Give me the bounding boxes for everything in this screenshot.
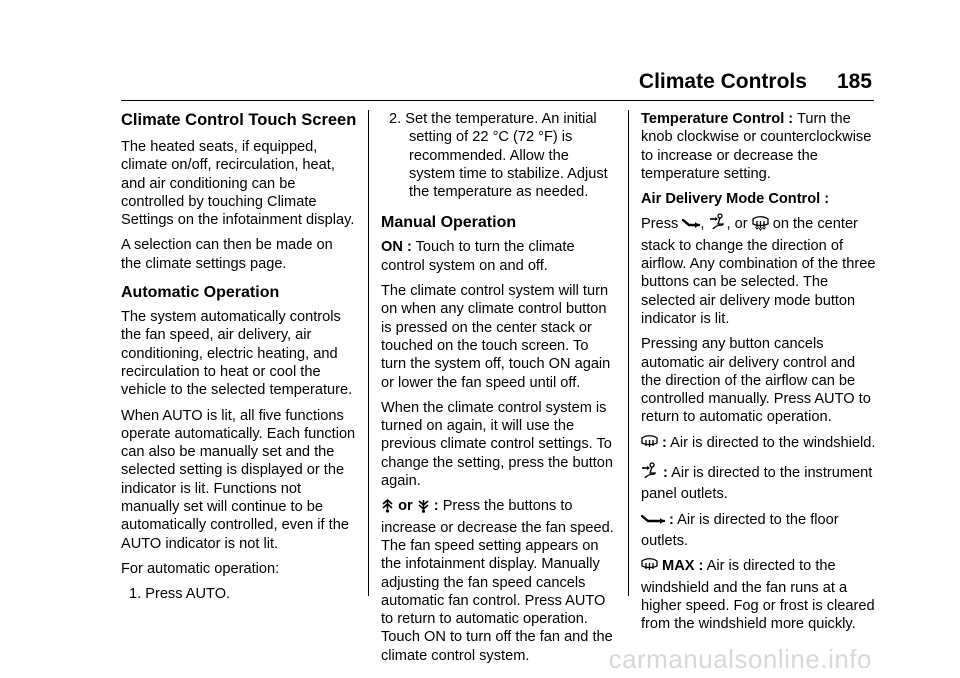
paragraph: When AUTO is lit, all five functions operate automatically. Each function can also be manually set and the selected setting is displayed or the indicator is lit. Functions not manually set will continue to be automatically controlled, even if the AUTO indicator is not lit. bbox=[121, 407, 356, 552]
column-divider-2 bbox=[628, 110, 629, 596]
fan-text: Press the buttons to increase or decrease the fan speed. The fan speed setting appears on the infotainment display. Manually adjusting the fan speed cancels automatic fan control. Press AUTO to return to automatic operation. Touch ON to turn off the fan and the climate control system. bbox=[381, 498, 614, 664]
windshield-text: Air is directed to the windshield. bbox=[666, 434, 876, 451]
on-label: ON : bbox=[381, 239, 412, 256]
air-delivery-label: Air Delivery Mode Control : bbox=[641, 191, 830, 208]
fan-paragraph bbox=[381, 497, 617, 665]
automatic-operation-heading: Automatic Operation bbox=[121, 284, 280, 302]
air-delivery-paragraph bbox=[641, 213, 877, 328]
panel-vent-icon bbox=[641, 462, 659, 485]
comma-or: , or bbox=[726, 216, 748, 233]
section-title: Climate Controls bbox=[638, 70, 807, 93]
page-number: 185 bbox=[836, 70, 872, 93]
temperature-label: Temperature Control : bbox=[641, 111, 794, 127]
defrost-icon bbox=[752, 216, 769, 236]
column-3 bbox=[641, 110, 877, 640]
paragraph: The climate control system will turn on when any climate control button is pressed on the center stack or touched on the touch screen. To turn the system off, touch ON again or lower the fan speed until off. bbox=[381, 283, 611, 391]
windshield-colon: : bbox=[658, 434, 667, 451]
paragraph: Pressing any button cancels automatic air delivery control and the direction of the airflow can be controlled manually. Press AUTO to return to automatic operation. bbox=[641, 336, 871, 426]
defrost-icon bbox=[641, 558, 658, 578]
paragraph: When the climate control system is turned on again, it will use the previous climate control settings. To change the setting, press the button again. bbox=[381, 399, 614, 490]
air-delivery-text: center stack to change the direction of airflow. Any combination of the three buttons can be selected. The selected air delivery mode button indicator is lit. bbox=[641, 216, 876, 327]
column-1 bbox=[121, 110, 357, 604]
on-text: Touch to turn the climate control system on and off. bbox=[381, 239, 575, 274]
windshield-paragraph bbox=[641, 434, 877, 455]
touch-screen-heading: Climate Control Touch Screen bbox=[121, 111, 357, 129]
temperature-text: Turn the knob clockwise or counterclockwise to increase or decrease the temperature setting. bbox=[641, 111, 872, 182]
fan-or: or bbox=[398, 498, 413, 515]
fan-up-icon bbox=[381, 499, 394, 518]
floor-vent-icon bbox=[682, 218, 700, 236]
floor-vent-icon bbox=[641, 514, 665, 532]
comma: , bbox=[700, 216, 705, 233]
defrost-icon bbox=[641, 435, 658, 455]
max-label: MAX : bbox=[658, 558, 704, 575]
paragraph: For automatic operation: bbox=[121, 560, 280, 577]
panel-vent-icon bbox=[709, 213, 727, 236]
floor-colon: : bbox=[665, 511, 674, 528]
panel-paragraph bbox=[641, 462, 877, 504]
manual-operation-heading: Manual Operation bbox=[381, 214, 517, 232]
panel-text: Air is directed to the instrument panel outlets. bbox=[641, 465, 873, 503]
fan-colon: : bbox=[429, 498, 439, 515]
on-paragraph bbox=[381, 238, 617, 275]
max-text: Air is directed to the windshield and the fan runs at a higher speed. Fog or frost is cleared from the windshield more quickly. bbox=[641, 558, 875, 633]
step-1: 1. Press AUTO. bbox=[129, 586, 231, 603]
on-the: on the bbox=[772, 216, 814, 233]
column-divider-1 bbox=[368, 110, 369, 596]
watermark: carmanualsonline.info bbox=[608, 644, 872, 674]
temperature-paragraph bbox=[641, 110, 877, 183]
press-word: Press bbox=[641, 216, 679, 233]
column-2 bbox=[381, 110, 617, 672]
panel-colon: : bbox=[659, 465, 668, 482]
fan-down-icon bbox=[417, 499, 430, 518]
paragraph: The system automatically controls the fan speed, air delivery, air conditioning, electric heating, and recirculation to heat or cool the vehicle to the selected temperature. bbox=[121, 309, 353, 399]
floor-paragraph bbox=[641, 511, 877, 551]
step-2: 2. Set the temperature. An initial setting of 22 °C (72 °F) is recommended. Allow the system time to stabilize. Adjust the temperature as needed. bbox=[389, 111, 608, 201]
floor-text: Air is directed to the floor outlets. bbox=[641, 511, 839, 549]
header-rule bbox=[121, 100, 874, 101]
paragraph: A selection can then be made on the climate settings page. bbox=[121, 237, 333, 272]
page-header bbox=[639, 70, 872, 94]
max-paragraph bbox=[641, 557, 877, 633]
paragraph: The heated seats, if equipped, climate on/off, recirculation, heat, and air conditioning can be controlled by touching Climate Settings on the infotainment display. bbox=[121, 139, 355, 229]
